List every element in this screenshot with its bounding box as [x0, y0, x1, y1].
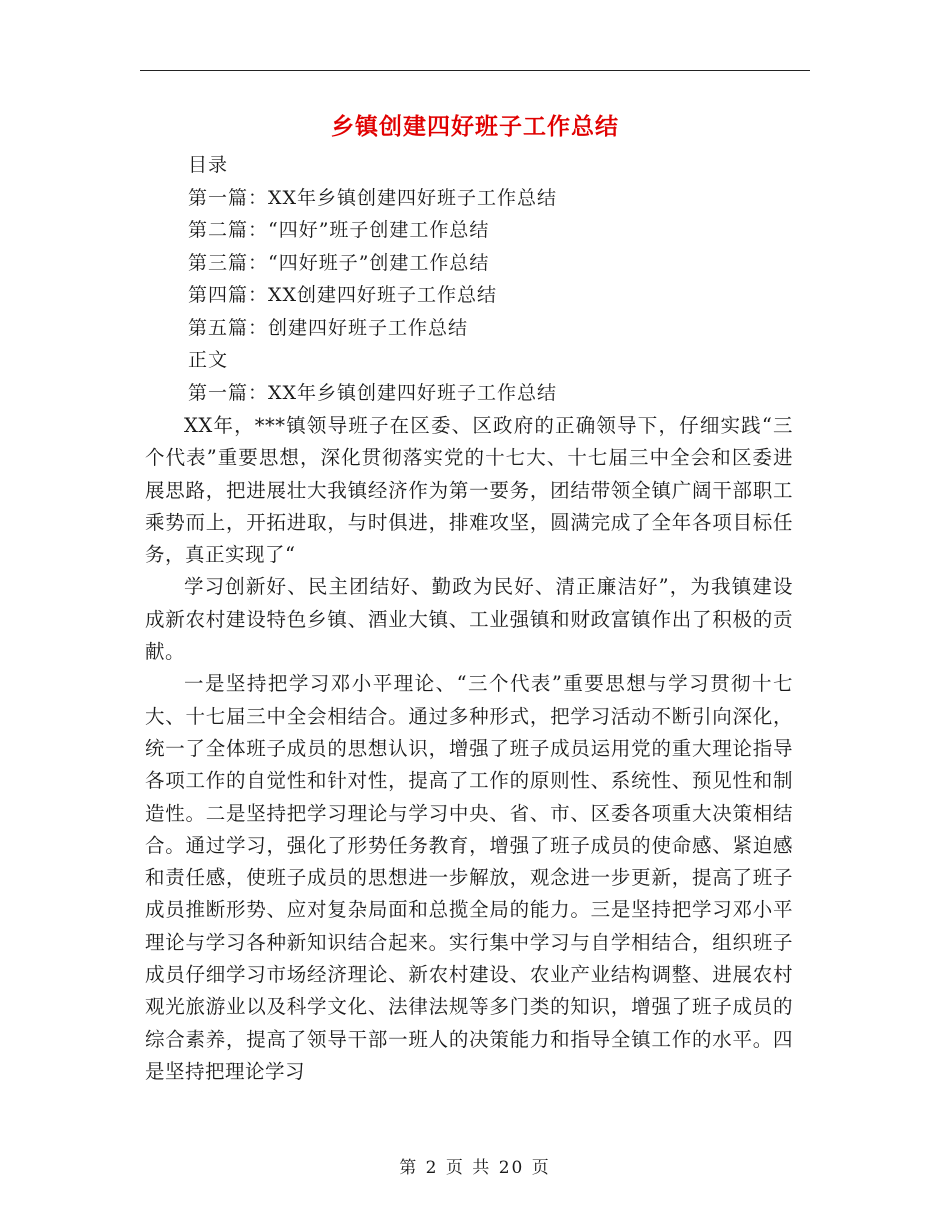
body-paragraph: XX年，***镇领导班子在区委、区政府的正确领导下，仔细实践“三个代表”重要思想，深化贯彻落实党的十七大、十七届三中全会和区委进展思路，把进展壮大我镇经济作为第一要务，团结带领全镇广阔干部职工乘势而上，开拓进取，与时俱进，排难攻坚，圆满完成了全年各项目标任务，真正实现了“ [145, 414, 793, 567]
header-rule [140, 70, 810, 71]
page-footer: 第 2 页 共 20 页 [399, 1158, 551, 1178]
toc-item: 第四篇：XX创建四好班子工作总结 [188, 284, 498, 306]
document-body [145, 410, 793, 1088]
toc-item: 第二篇：“四好”班子创建工作总结 [188, 219, 490, 241]
body-paragraph: 一是坚持把学习邓小平理论、“三个代表”重要思想与学习贯彻十七大、十七届三中全会相结合。通过多种形式，把学习活动不断引向深化，统一了全体班子成员的思想认识，增强了班子成员运用党的重大理论指导各项工作的自觉性和针对性，提高了工作的原则性、系统性、预见性和制造性。二是坚持把学习理论与学习中央、省、市、区委各项重大决策相结合。通过学习，强化了形势任务教育，增强了班子成员的使命感、紧迫感和责任感，使班子成员的思想进一步解放，观念进一步更新，提高了班子成员推断形势、应对复杂局面和总揽全局的能力。三是坚持把学习邓小平理论与学习各种新知识结合起来。实行集中学习与自学相结合，组织班子成员仔细学习市场经济理论、新农村建设、农业产业结构调整、进展农村观光旅游业以及科学文化、法律法规等多门类的知识，增强了班子成员的综合素养，提高了领导干部一班人的决策能力和指导全镇工作的水平。四是坚持把理论学习 [145, 672, 793, 1083]
body-paragraph: 学习创新好、民主团结好、勤政为民好、清正廉洁好”，为我镇建设成新农村建设特色乡镇、酒业大镇、工业强镇和财政富镇作出了积极的贡献。 [145, 575, 793, 664]
toc-item: 第一篇：XX年乡镇创建四好班子工作总结 [188, 186, 558, 209]
toc-heading: 目录 [188, 154, 229, 176]
body-heading: 正文 [188, 349, 229, 371]
section-heading: 第一篇：XX年乡镇创建四好班子工作总结 [188, 381, 558, 404]
toc-item: 第三篇：“四好班子”创建工作总结 [188, 251, 490, 274]
table-of-contents [188, 149, 808, 409]
document-title: 乡镇创建四好班子工作总结 [331, 114, 619, 140]
toc-item: 第五篇：创建四好班子工作总结 [188, 316, 469, 339]
